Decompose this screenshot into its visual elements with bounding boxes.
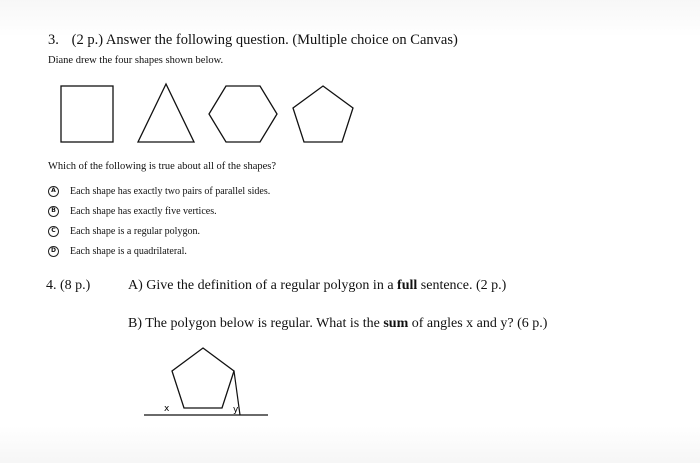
part-a-text-1: A) Give the definition of a regular polygon in a — [128, 278, 398, 293]
regular-pentagon-figure — [140, 342, 280, 424]
question-4-part-a — [128, 278, 506, 294]
radio-a-icon[interactable]: A — [48, 186, 59, 197]
angle-y-label: y — [233, 405, 239, 415]
radio-c-icon[interactable]: C — [48, 226, 59, 237]
part-b-bold: sum — [383, 316, 409, 331]
question-3-prompt: Which of the following is true about all of the shapes? — [48, 161, 277, 172]
choice-a[interactable] — [48, 181, 270, 201]
choice-a-text: Each shape has exactly two pairs of parallel sides. — [70, 185, 271, 197]
pentagon-icon — [293, 86, 353, 142]
choice-c[interactable] — [48, 221, 270, 241]
part-b-text-1: B) The polygon below is regular. What is the — [128, 316, 384, 331]
question-3-number: 3. — [48, 32, 59, 48]
part-a-bold: full — [397, 278, 418, 293]
question-4-points: (8 p.) — [60, 278, 91, 293]
answer-choices — [48, 181, 270, 261]
choice-d-text: Each shape is a quadrilateral. — [70, 245, 187, 257]
part-a-text-2: sentence. (2 p.) — [417, 278, 507, 293]
shapes-figure — [48, 78, 368, 146]
part-b-text-2: of angles x and y? (6 p.) — [408, 316, 548, 331]
square-icon — [61, 86, 113, 142]
question-3-heading-text: (2 p.) Answer the following question. (Multiple choice on Canvas) — [71, 32, 458, 48]
question-4-number-line — [46, 278, 90, 294]
hexagon-icon — [209, 86, 277, 142]
triangle-icon — [138, 84, 194, 142]
choice-d[interactable] — [48, 241, 270, 261]
question-3-heading — [48, 32, 458, 49]
choice-c-text: Each shape is a regular polygon. — [70, 225, 200, 237]
question-3-intro: Diane drew the four shapes shown below. — [48, 55, 224, 66]
choice-b[interactable] — [48, 201, 270, 221]
angle-x-label: x — [164, 404, 170, 414]
question-4-number: 4. — [46, 278, 57, 293]
pentagon-icon — [172, 348, 234, 408]
radio-d-icon[interactable]: D — [48, 246, 59, 257]
question-4-part-b — [128, 316, 547, 332]
choice-b-text: Each shape has exactly five vertices. — [70, 205, 217, 217]
radio-b-icon[interactable]: B — [48, 206, 59, 217]
